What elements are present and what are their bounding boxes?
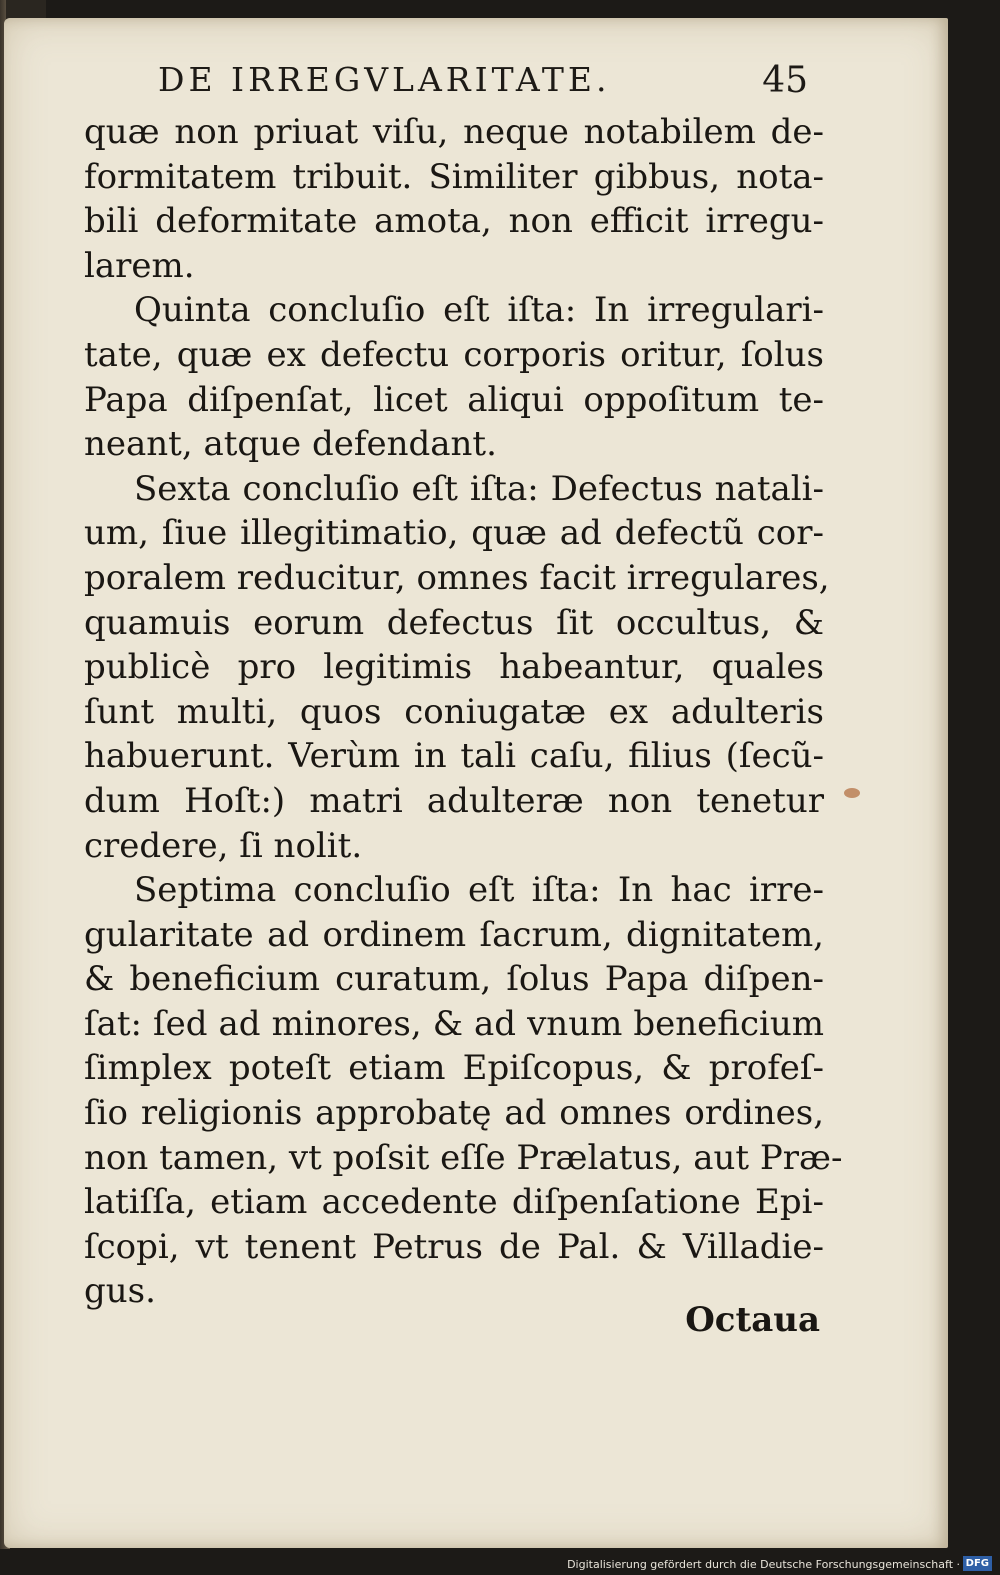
text-line: neant, atque defendant. <box>84 424 497 465</box>
text-line: credere, ſi nolit. <box>84 825 363 866</box>
text-line: quamuis eorum defectus ſit occultus, & <box>84 602 824 643</box>
text-line: publicè pro legitimis habeantur, quales <box>84 647 824 688</box>
text-line: ſimplex poteſt etiam Epiſcopus, & profeſ- <box>84 1048 824 1089</box>
text-line: ſat: ſed ad minores, & ad vnum beneficium <box>84 1003 824 1044</box>
text-line: tate, quæ ex defectu corporis oritur, ſolus <box>84 334 824 375</box>
running-head <box>158 60 818 108</box>
text-line: ſio religionis approbatę ad omnes ordines, <box>84 1093 824 1134</box>
text-line: latiſſa, etiam accedente diſpenſatione Epi- <box>84 1182 824 1223</box>
text-line: ſcopi, vt tenent Petrus de Pal. & Villadie- <box>84 1226 824 1267</box>
text-line: bili deformitate amota, non efficit irregu- <box>84 201 824 242</box>
text-line: Quinta concluſio eſt iſta: In irregulari- <box>134 290 824 331</box>
text-line: gularitate ad ordinem ſacrum, dignitatem, <box>84 914 824 955</box>
text-line: poralem reducitur, omnes facit irregulares, <box>84 557 830 598</box>
text-line: Septima concluſio eſt iſta: In hac irre- <box>134 870 824 911</box>
text-line: gus. <box>84 1271 156 1312</box>
text-line: & beneficium curatum, ſolus Papa diſpen- <box>84 959 824 1000</box>
text-line: Sexta concluſio eſt iſta: Defectus natali- <box>134 468 824 509</box>
text-line: um, ſiue illegitimatio, quæ ad defectũ cor- <box>84 513 824 554</box>
text-line: formitatem tribuit. Similiter gibbus, nota- <box>84 156 824 197</box>
dfg-logo: DFG <box>963 1556 992 1571</box>
ink-stain <box>844 788 860 798</box>
body-text <box>84 110 843 1314</box>
footer-credit: Digitalisierung gefördert durch die Deutsche Forschungsgemeinschaft · <box>567 1558 960 1571</box>
page-number: 45 <box>762 60 808 101</box>
catchword: Octaua <box>685 1300 820 1340</box>
running-head-title: DE IRREGVLARITATE. <box>158 60 611 99</box>
text-line: dum Hoſt:) matri adulteræ non tenetur <box>84 780 824 821</box>
binding-corner <box>6 0 46 20</box>
text-line: non tamen, vt poſsit eſſe Prælatus, aut Præ- <box>84 1137 843 1178</box>
text-line: ſunt multi, quos coniugatæ ex adulteris <box>84 691 824 732</box>
text-line: habuerunt. Verùm in tali caſu, filius (ſecũ- <box>84 736 824 777</box>
text-line: quæ non priuat viſu, neque notabilem de- <box>84 112 824 152</box>
text-line: Papa diſpenſat, licet aliqui oppoſitum te- <box>84 379 824 420</box>
text-line: larem. <box>84 245 195 286</box>
